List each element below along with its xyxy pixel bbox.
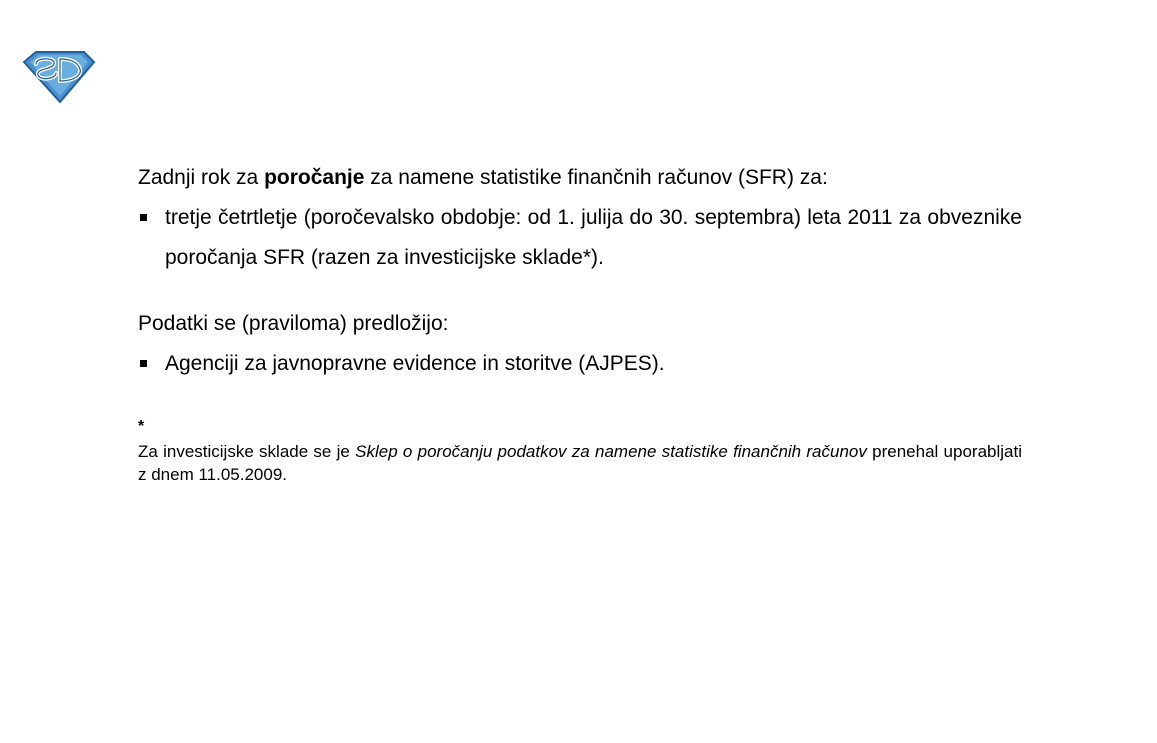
footnote-text-after: prenehal uporabljati z dnem 11.05.2009.	[138, 442, 1022, 484]
submission-section	[138, 309, 1022, 384]
footnote-text-before: Za investicijske sklade se je	[138, 442, 356, 461]
deadline-lead	[138, 163, 1022, 193]
slide-content	[138, 163, 1022, 486]
footnote-marker: *	[138, 418, 145, 435]
square-bullet-icon	[140, 360, 147, 367]
deadline-lead-before: Zadnji rok za	[138, 166, 265, 189]
footnote	[138, 418, 1022, 486]
sd-logo	[22, 48, 96, 104]
deadline-item-text: tretje četrtletje (poročevalsko obdobje: od 1. julija do 30. septembra) leta 2011 za obveznike poročanja SFR (razen za investicijske sklade*).	[165, 206, 1022, 269]
submission-item-text: Agenciji za javnopravne evidence in storitve (AJPES).	[165, 352, 665, 375]
square-bullet-icon	[140, 214, 147, 221]
submission-list	[138, 344, 1022, 384]
deadline-lead-after: za namene statistike finančnih računov (SFR) za:	[364, 166, 828, 189]
footnote-text	[138, 440, 1022, 486]
deadline-list	[138, 198, 1022, 278]
list-item	[138, 198, 1022, 278]
shield-logo-icon	[22, 48, 96, 104]
submission-lead: Podatki se (praviloma) predložijo:	[138, 312, 449, 335]
footnote-regulation-title: Sklep o poročanju podatkov za namene statistike finančnih računov	[355, 442, 867, 461]
deadline-section	[138, 163, 1022, 278]
list-item	[138, 344, 1022, 384]
deadline-lead-bold: poročanje	[264, 166, 365, 189]
